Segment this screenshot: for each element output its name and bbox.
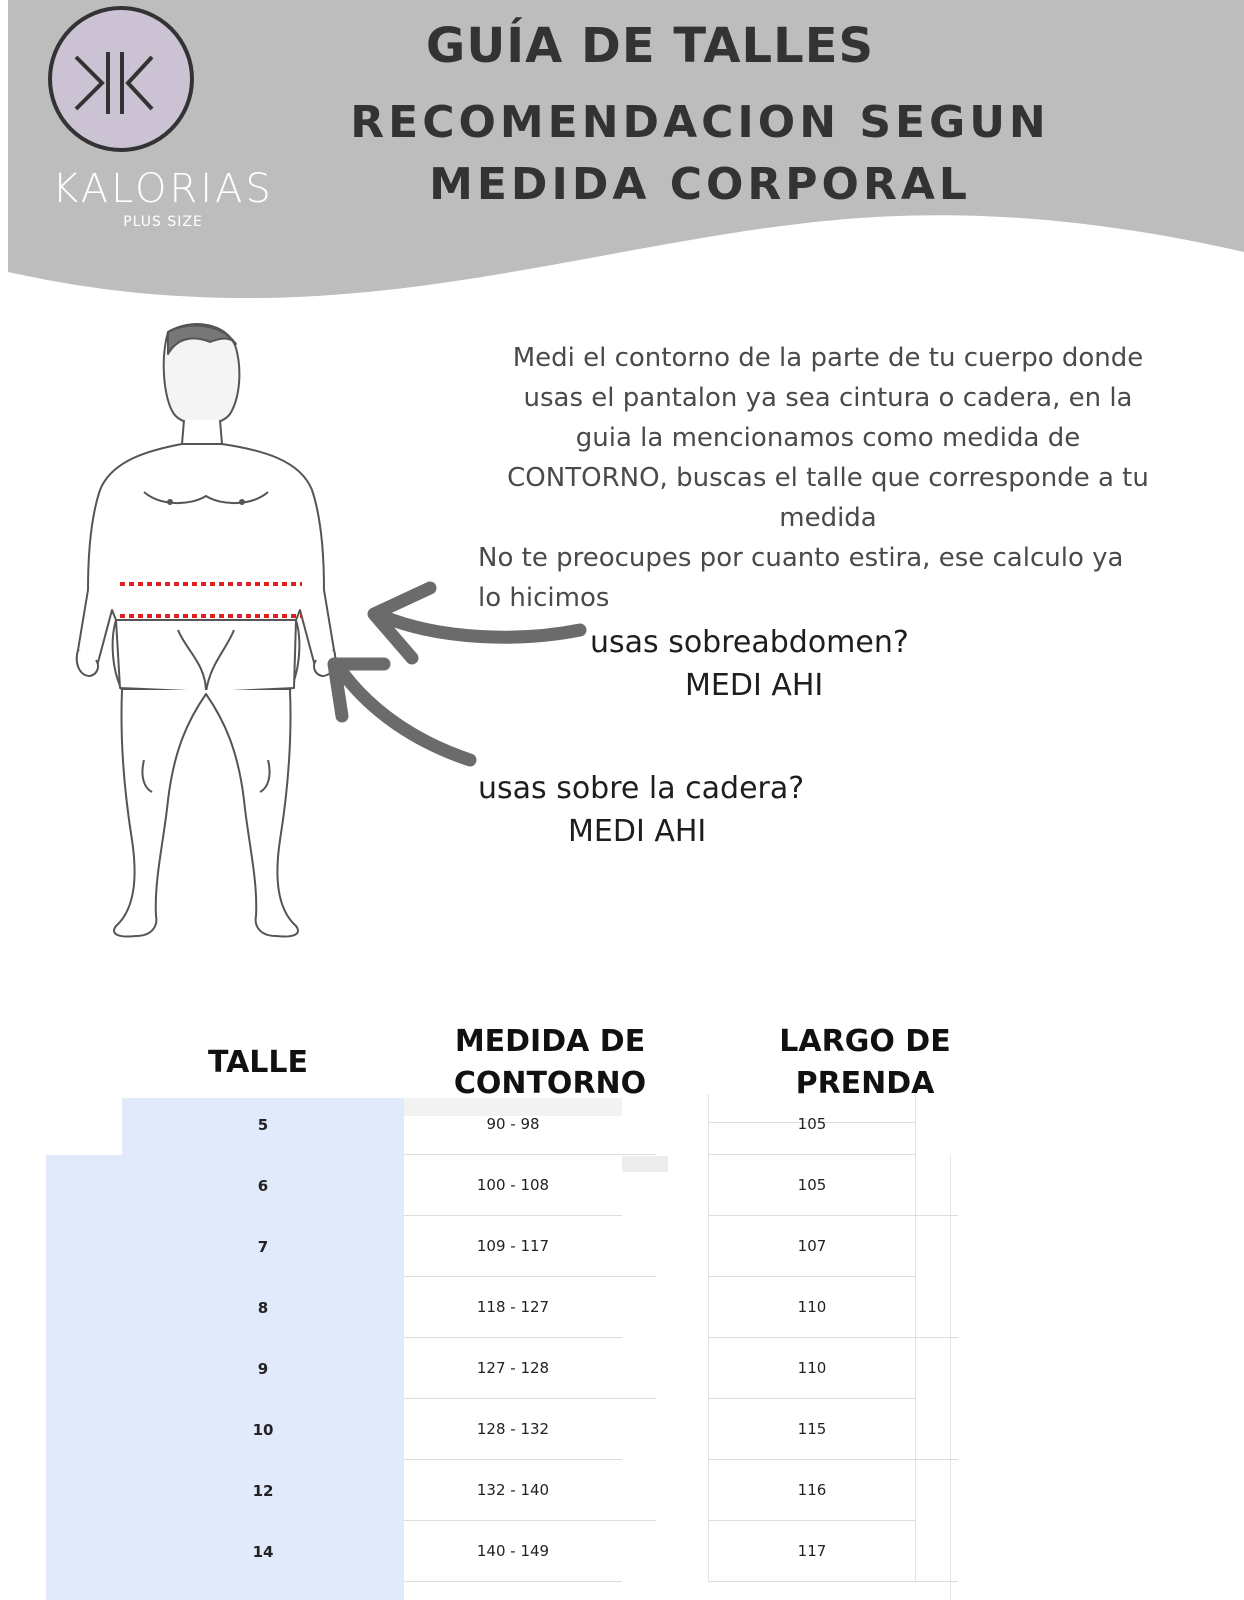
cell-largo: 107 [708, 1216, 916, 1277]
subtitle-line-1: RECOMENDACION SEGUN [350, 97, 1050, 148]
table-row [0, 1460, 1244, 1521]
callout-hip-question: usas sobre la cadera? [478, 771, 805, 806]
cell-talle: 8 [257, 1298, 269, 1317]
brand-name: KALORIAS [52, 166, 274, 212]
table-row [0, 1094, 1244, 1155]
cell-largo: 115 [708, 1399, 916, 1460]
cell-largo: 105 [708, 1155, 916, 1216]
cell-largo: 110 [708, 1277, 916, 1338]
header-contorno-line-2: CONTORNO [453, 1066, 647, 1101]
instructions-line: guia la mencionamos como medida de [575, 423, 1081, 453]
callout-abdomen-answer: MEDI AHI [685, 668, 824, 703]
table-row [0, 1338, 1244, 1399]
cell-talle: 9 [257, 1359, 269, 1378]
cell-talle: 10 [252, 1420, 274, 1439]
table-row [0, 1216, 1244, 1277]
cell-contorno: 128 - 132 [404, 1399, 622, 1460]
table-row [0, 1521, 1244, 1582]
cell-largo: 110 [708, 1338, 916, 1399]
cell-largo: 105 [708, 1094, 916, 1155]
row-divider-tick [914, 1581, 958, 1582]
header-contorno-line-1: MEDIDA DE [454, 1024, 646, 1059]
cell-contorno: 140 - 149 [404, 1521, 622, 1582]
table-row [0, 1155, 1244, 1216]
cell-largo: 116 [708, 1460, 916, 1521]
cell-largo: 117 [708, 1521, 916, 1582]
cell-contorno: 127 - 128 [404, 1338, 622, 1399]
header-talle: TALLE [207, 1045, 309, 1080]
instructions-line: No te preocupes por cuanto estira, ese calculo ya [478, 543, 1124, 573]
header-largo-line-1: LARGO DE [779, 1024, 951, 1059]
cell-talle: 6 [257, 1176, 269, 1195]
cell-talle: 12 [252, 1481, 274, 1500]
callout-abdomen-question: usas sobreabdomen? [590, 625, 909, 660]
cell-talle: 5 [257, 1115, 269, 1134]
brand-subtitle: PLUS SIZE [123, 214, 203, 230]
header-largo-line-2: PRENDA [795, 1066, 935, 1101]
page-title: GUÍA DE TALLES [425, 18, 875, 74]
table-row [0, 1399, 1244, 1460]
cell-contorno: 100 - 108 [404, 1155, 622, 1216]
cell-talle: 7 [257, 1237, 269, 1256]
table-row [0, 1277, 1244, 1338]
cell-contorno: 109 - 117 [404, 1216, 622, 1277]
instructions-line: lo hicimos [478, 583, 610, 613]
cell-contorno: 132 - 140 [404, 1460, 622, 1521]
instructions-line: medida [779, 503, 877, 533]
cell-talle: 14 [252, 1542, 274, 1561]
cell-contorno: 90 - 98 [404, 1094, 622, 1155]
instructions-line: CONTORNO, buscas el talle que corresponde a tu [507, 463, 1149, 493]
cell-contorno: 118 - 127 [404, 1277, 622, 1338]
callout-hip-answer: MEDI AHI [568, 814, 707, 849]
instructions-line: usas el pantalon ya sea cintura o cadera, en la [523, 383, 1133, 413]
subtitle-line-2: MEDIDA CORPORAL [429, 159, 971, 210]
instructions-line: Medi el contorno de la parte de tu cuerpo donde [512, 343, 1144, 373]
